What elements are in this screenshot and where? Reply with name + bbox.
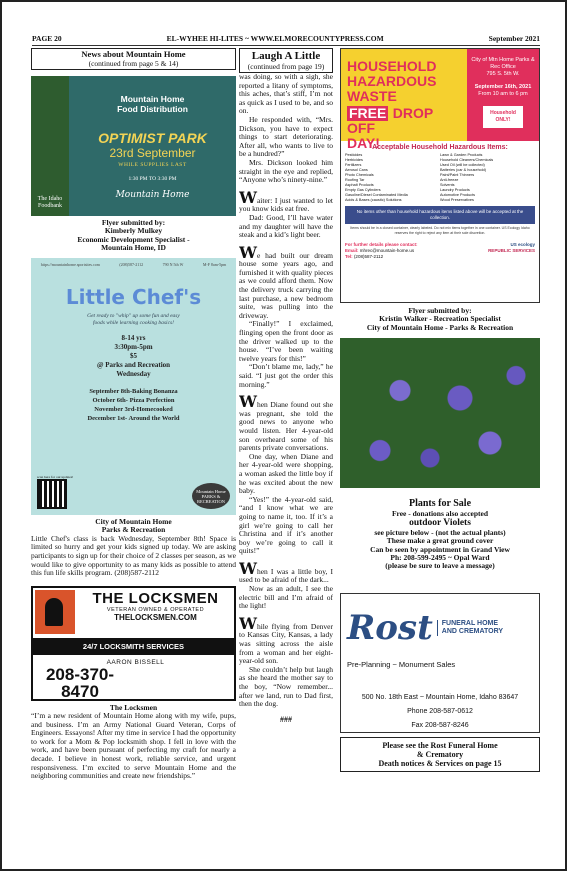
chef-cost: $5 (130, 352, 137, 361)
haz-email-label: Email: (345, 248, 359, 253)
page-header (32, 32, 540, 46)
food-ad-park: OPTIMIST PARK (98, 130, 207, 146)
list-item: Photo Chemicals (345, 173, 374, 177)
haz-addr: 795 S. 5th W. (486, 71, 520, 77)
haz-no-items: No items other than household hazardous items listed above will be accepted at the collection. (345, 206, 535, 224)
drop-cap: W (239, 242, 257, 262)
caption-line: Kimberly Mulkey (104, 226, 163, 236)
news-subtitle: (continued from page 5 & 14) (88, 59, 179, 68)
laugh-p10: One day, when Diane and her 4-year-old were shopping, a woman asked the little boy if he was excited about the new baby. (239, 451, 333, 496)
chef-schedule (31, 387, 236, 423)
plants-line: outdoor Violets (409, 518, 471, 529)
rost-sub (437, 620, 503, 636)
list-item: Aerosol Cans (345, 168, 368, 172)
plants-title: Plants for Sale (408, 497, 472, 509)
locksmen-name-block (77, 588, 234, 636)
rost-logo (341, 594, 539, 654)
lock-article: “I’m a new resident of Mountain Home along with my wife, pups, and business. I’m an Army National Guard Veteran, Corps of Engineers. Essayons! After my time in service I had the opportunity to work for a Mom & Pop locksmith shop. I fell in love with the work, and have been pursuant of perfecting my craft for nearly a decade. I believe in honest work, reliable service, and urgent responsiveness. I’m excited to serve Mountain Home and the neighboring communities and create new friendships.” (31, 711, 236, 781)
caption-line: Flyer submitted by: (408, 306, 472, 315)
caption-line: Economic Development Specialist - (77, 234, 190, 244)
laugh-p1: was doing, so with a sigh, she reported a litany of symptoms, this aches, that’s stiff, I’m not as quick as I used to be, and so on. (239, 72, 333, 116)
food-ad-main (69, 76, 236, 216)
right-column (340, 48, 540, 772)
food-caption (31, 219, 236, 252)
parks-rec-logo: Mountain Home PARKS & RECREATION (192, 483, 230, 509)
haz-line: HOUSEHOLD (347, 58, 437, 74)
left-column (31, 48, 236, 781)
joke-text: hen Diane found out she was pregnant, she told the good news to anyone who would listen. Her 4-year-old son overheard some of his parents private conversations. (239, 400, 333, 453)
caption-line: Mountain Home, ID (101, 242, 166, 252)
list-item: Used Oil (will be collected) (440, 163, 485, 167)
haz-list-a (345, 153, 440, 203)
chef-details (31, 334, 236, 379)
haz-city: City of Mtn Home Parks & Rec Office (471, 57, 535, 70)
rost-sub-2: AND CREMATORY (441, 627, 504, 635)
list-item: Lawn & Garden Products (440, 153, 483, 157)
list-item: Roofing Tar (345, 178, 365, 182)
haz-list (345, 153, 535, 203)
locksmen-name: THE LOCKSMEN (92, 589, 219, 607)
food-ad-line1: Mountain Home (120, 94, 185, 104)
list-item: Anti-freeze (440, 178, 459, 182)
us-ecology-logo: US ecology (510, 242, 535, 247)
haz-tel-label: Tel: (345, 254, 353, 259)
laugh-p3: Mrs. Dickson looked him straight in the eye and replied, “Anyone who’s ninety-nine.” (239, 157, 333, 185)
foodbank-label: The Idaho Foodbank (37, 196, 63, 209)
food-ad-date: 23rd September (109, 146, 196, 160)
laugh-p2: He responded with, “Mrs. Dickson, you have to expect things to start deteriorating. After all, who wants to live to be a hundred?” (239, 114, 333, 159)
haz-fine-print: Items should be in a closed container, clearly labeled. Do not mix items together in one container. US Ecology Idaho reserves the right to reject any item at their sole discretion. (350, 226, 530, 235)
joke-text: hen I was a little boy, I used to be afraid of the dark... (239, 566, 333, 585)
drop-cap: W (239, 392, 257, 412)
locksmen-header (33, 588, 234, 636)
haz-free: FREE (349, 105, 387, 121)
hazardous-waste-ad (340, 48, 540, 303)
chef-phone: (208)587-2112 (119, 262, 144, 268)
caption-line: City of Mountain Home - Parks & Recreation (366, 322, 514, 332)
list-item: Automotive Products (440, 193, 476, 197)
chef-qr-block (37, 475, 73, 509)
chef-url: https://mountainhome.sportsites.com (40, 262, 100, 268)
list-item: Fertilizers (345, 163, 362, 167)
haz-items (341, 141, 539, 240)
caption-line: Kristin Walker - Recreation Specialist (379, 314, 501, 324)
joke-text: hile flying from Denver to Kansas City, Kansas, a lady was sitting across the aisle from a woman and her eight-year-old son. (239, 621, 333, 666)
caption-line: Flyer submitted by: (101, 218, 166, 227)
haz-contact (345, 242, 418, 260)
article-end-mark: ### (280, 714, 292, 724)
drop-cap: W (239, 558, 257, 578)
haz-line: HAZARDOUS (347, 73, 437, 89)
rost-notice-line: Death notices & Services on page 15 (378, 758, 502, 768)
middle-column (239, 48, 333, 724)
chef-session: October 6th- Pizza Perfection (92, 397, 175, 405)
laugh-title: Laugh A Little (251, 50, 321, 62)
list-item: Gasoline/Diesel Contaminated Media (345, 193, 408, 197)
caption-line: Parks & Recreation (101, 525, 166, 535)
chef-tagline (31, 313, 236, 326)
laugh-title-box (239, 48, 333, 73)
locksmen-site: THELOCKSMEN.COM (114, 612, 197, 622)
haz-footer (341, 240, 539, 262)
list-item: Batteries (car & household) (440, 168, 487, 172)
locksmen-person: AARON BISSELL (106, 658, 165, 666)
list-item: Wood Preservatives (440, 198, 474, 202)
haz-tel: (208)587-2112 (353, 254, 384, 259)
plants-notice (340, 498, 540, 571)
laugh-p8: “Don’t blame me, lady,” he said. “I just got the order this morning.” (239, 362, 333, 389)
plants-line: Can be seen by appointment in Grand View (370, 544, 510, 554)
news-title-box (31, 48, 236, 70)
chef-ages: 8-14 yrs (121, 334, 146, 343)
rost-sub-1: FUNERAL HOME (441, 619, 499, 627)
violets-photo (340, 338, 540, 488)
haz-line: DAY! (347, 135, 380, 151)
haz-line: WASTE (347, 88, 397, 104)
chef-day: Wednesday (116, 370, 151, 379)
drop-cap: W (239, 613, 257, 633)
rost-fax: Fax 208-587-8246 (411, 721, 469, 729)
rost-address: 500 No. 18th East ~ Mountain Home, Idaho 83647 (361, 693, 519, 701)
chef-where: @ Parks and Recreation (96, 361, 171, 370)
house-icon: Household ONLY! (483, 106, 523, 128)
plants-line: Free - donations also accepted (391, 508, 489, 518)
list-item: Laundry Products (440, 188, 470, 192)
rost-funeral-ad (340, 593, 540, 733)
laugh-p5: Dad: Good, I’ll have water and my daughter will have the steak and a kid’s light beer. (239, 212, 333, 240)
drop-cap: W (239, 187, 257, 207)
locksmen-phone: 208-370-8470 (45, 664, 115, 701)
laugh-joke-waiter (239, 187, 333, 214)
little-chefs-ad (31, 258, 236, 515)
laugh-p13: Now as an adult, I see the electric bill and I’m afraid of the light! (239, 584, 333, 611)
plants-line: Ph: 208-599-2495 ~ Opal Ward (390, 553, 490, 563)
food-distribution-ad (31, 76, 236, 216)
chef-session: September 8th-Baking Bonanza (89, 388, 178, 396)
rost-phone: Phone 208-587-0612 (407, 707, 473, 715)
list-item: Paint/Paint Thinners (440, 173, 475, 177)
locksmen-service: 24/7 LOCKSMITH SERVICES (33, 638, 234, 655)
list-item: Asphalt Products (345, 183, 374, 187)
chef-article: Little Chef's class is back Wednesday, September 8th! Space is limited so hurry and get your kids signed up today. We are asking participants to sign up for their choice of 2 classes per season, as we would like to give opportunity to as many kids as possible to attend this fun life skills program. (208)587-2112 (31, 533, 236, 578)
qr-code-icon (37, 479, 67, 509)
list-item: Empty Gas Cylinders (345, 188, 381, 192)
food-ad-line2: Food Distribution (117, 104, 188, 114)
laugh-joke-diane (239, 392, 333, 453)
chef-tagline-2: foods while learning cooking basics! (93, 319, 174, 326)
lock-logo-icon (35, 590, 75, 634)
haz-line: DROP OFF (347, 105, 433, 136)
list-item: Household Cleaners/Chemicals (440, 158, 494, 162)
food-ad-logo: Mountain Home (115, 190, 190, 200)
rost-name: Rost (347, 607, 433, 648)
laugh-joke-house (239, 242, 333, 321)
republic-logo: REPUBLIC SERVICES (488, 248, 535, 253)
rost-notice-line: & Crematory (416, 749, 464, 759)
foodbank-strip (31, 76, 69, 216)
haz-further: For further details please contact: (345, 242, 418, 247)
laugh-joke-flight (239, 613, 333, 666)
haz-email: mhrec@mountain-home.us (359, 248, 415, 253)
issue-date: September 2021 (488, 34, 540, 43)
laugh-p11: “Yes!” the 4-year-old said, “and I know what we are going to name it, too. If it’s a girl we’re going to call her Christina and if it’s another boy we’re going to call it quits!” (239, 494, 333, 556)
list-item: Pesticides (345, 153, 363, 157)
list-item: Acids & Bases (caustic) Solutions (345, 198, 402, 202)
caption-line: City of Mountain Home (95, 517, 172, 527)
chef-scan-text: scan here for our updates! (37, 475, 74, 480)
locksmen-ad (31, 586, 236, 701)
haz-logos (488, 242, 535, 260)
joke-text: e had built our dream house some years ago, and furnished it with quality pieces as we could afford them. Now the delivery truck carrying the last purchase, a new bedroom suite, was pulling into the driveway. (239, 250, 333, 320)
rost-notice-box (340, 737, 540, 772)
chef-ad-topbar (31, 262, 236, 267)
chef-session: November 3rd-Homecooked (94, 406, 173, 414)
chef-hours: M-F 8am-5pm (202, 262, 227, 268)
chef-session: December 1st- Around the World (87, 415, 180, 423)
laugh-p7: “Finally!” I exclaimed, flinging open the front door as the driver walked up to the house. “I’ve been waiting twelve years for this!” (239, 319, 333, 363)
list-item: Solvents (440, 183, 455, 187)
laugh-joke-dark (239, 558, 333, 585)
paper-name: EL-WYHEE HI-LITES ~ WWW.ELMORECOUNTYPRESS.COM (166, 34, 384, 43)
food-ad-while: WHILE SUPPLIES LAST (118, 162, 187, 168)
chef-ad-footer (37, 475, 230, 509)
laugh-subtitle: (continued from page 19) (247, 62, 325, 71)
chef-tagline-1: Get ready to "whip" up some fun and easy (87, 313, 180, 320)
joke-text: aiter: I just wanted to let you know kids eat free. (239, 195, 333, 214)
list-item: Herbicides (345, 158, 363, 162)
food-ad-time: 1:30 PM TO 3:30 PM (128, 176, 177, 182)
plants-line: see picture below - (not the actual plants) (374, 528, 506, 538)
rost-contact (341, 691, 539, 733)
haz-acc-title: Acceptable Household Hazardous Items: (372, 144, 508, 151)
plants-line: These make a great ground cover (386, 536, 494, 546)
rost-preplanning: Pre-Planning ~ Monument Sales (347, 659, 456, 669)
chef-address: 790 N 5th W (162, 262, 184, 268)
locksmen-email (33, 700, 233, 701)
haz-date: September 16th, 2021 (474, 84, 532, 90)
haz-event-info (467, 49, 539, 141)
chef-caption (31, 518, 236, 535)
haz-list-b (440, 153, 535, 203)
rost-notice-line: Please see the Rost Funeral Home (382, 740, 498, 750)
chef-time: 3:30pm-5pm (114, 343, 153, 352)
laugh-p15: She couldn’t help but laugh as she heard the mother say to the boy, “Now remember... after we land, run to Dad first, then the dog. (239, 664, 333, 709)
locksmen-vet: VETERAN OWNED & OPERATED (106, 606, 205, 613)
page-number: PAGE 20 (32, 34, 62, 43)
news-title: News about Mountain Home (81, 49, 186, 59)
haz-caption (340, 307, 540, 332)
lock-caption: The Locksmen (109, 702, 158, 712)
haz-time: From 10 am to 6 pm (478, 91, 528, 97)
chef-title: Little Chef's (65, 285, 202, 310)
plants-line: (please be sure to leave a message) (385, 561, 495, 571)
